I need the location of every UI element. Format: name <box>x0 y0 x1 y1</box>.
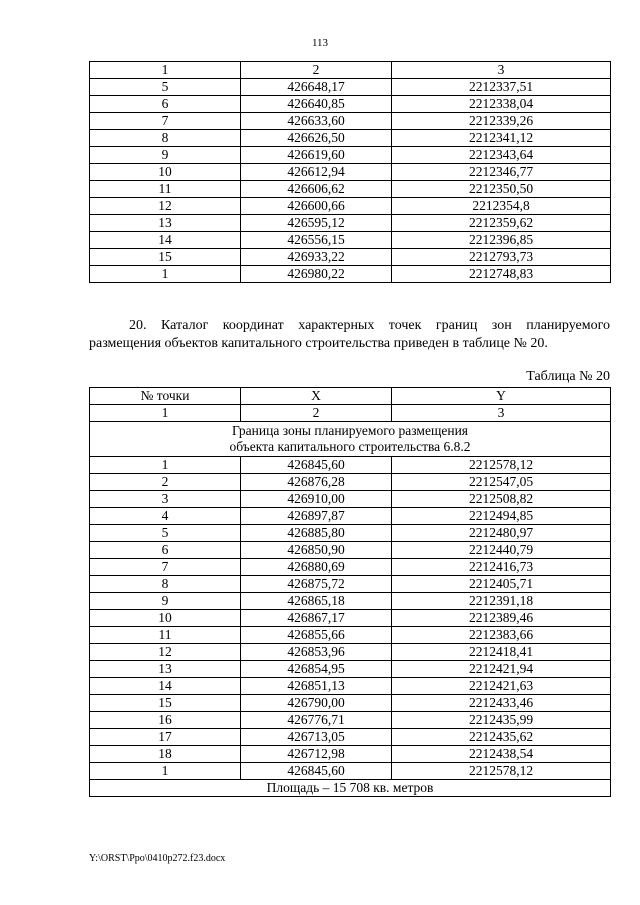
point-number-cell: 11 <box>90 627 241 644</box>
y-cell: 2212578,12 <box>392 763 611 780</box>
column-number-2: 2 <box>241 62 392 79</box>
paragraph-line-2: размещения объектов капитального строительства приведен в таблице № 20. <box>89 336 548 351</box>
column-number-3: 3 <box>392 405 611 422</box>
table-header-row <box>90 62 611 79</box>
x-cell: 426776,71 <box>241 712 392 729</box>
y-cell: 2212421,94 <box>392 661 611 678</box>
x-cell: 426790,00 <box>241 695 392 712</box>
y-cell: 2212354,8 <box>392 198 611 215</box>
y-cell: 2212435,99 <box>392 712 611 729</box>
point-number-cell: 6 <box>90 96 241 113</box>
table-row <box>90 746 611 763</box>
x-cell: 426867,17 <box>241 610 392 627</box>
y-cell: 2212793,73 <box>392 249 611 266</box>
x-cell: 426865,18 <box>241 593 392 610</box>
table-row <box>90 627 611 644</box>
column-number-3: 3 <box>392 62 611 79</box>
x-cell: 426910,00 <box>241 491 392 508</box>
x-cell: 426619,60 <box>241 147 392 164</box>
y-cell: 2212337,51 <box>392 79 611 96</box>
table-row <box>90 644 611 661</box>
table-row <box>90 96 611 113</box>
y-cell: 2212343,64 <box>392 147 611 164</box>
column-number-1: 1 <box>90 62 241 79</box>
point-number-cell: 5 <box>90 79 241 96</box>
x-cell: 426712,98 <box>241 746 392 763</box>
point-number-cell: 3 <box>90 491 241 508</box>
y-cell: 2212405,71 <box>392 576 611 593</box>
x-cell: 426851,13 <box>241 678 392 695</box>
x-cell: 426880,69 <box>241 559 392 576</box>
point-number-cell: 9 <box>90 147 241 164</box>
table-body <box>90 62 611 283</box>
y-cell: 2212338,04 <box>392 96 611 113</box>
x-cell: 426612,94 <box>241 164 392 181</box>
x-cell: 426640,85 <box>241 96 392 113</box>
y-cell: 2212396,85 <box>392 232 611 249</box>
table-row <box>90 130 611 147</box>
coordinates-table-continued <box>89 61 611 283</box>
point-number-cell: 8 <box>90 576 241 593</box>
x-cell: 426876,28 <box>241 474 392 491</box>
table-row <box>90 763 611 780</box>
x-cell: 426606,62 <box>241 181 392 198</box>
x-cell: 426626,50 <box>241 130 392 147</box>
x-cell: 426897,87 <box>241 508 392 525</box>
point-number-cell: 14 <box>90 232 241 249</box>
x-cell: 426845,60 <box>241 763 392 780</box>
table-subheader-row <box>90 405 611 422</box>
table-row <box>90 181 611 198</box>
table-row <box>90 266 611 283</box>
table-row <box>90 576 611 593</box>
header-y: Y <box>392 388 611 405</box>
y-cell: 2212350,50 <box>392 181 611 198</box>
table-row <box>90 712 611 729</box>
table-row <box>90 164 611 181</box>
table-row <box>90 232 611 249</box>
point-number-cell: 5 <box>90 525 241 542</box>
point-number-cell: 17 <box>90 729 241 746</box>
point-number-cell: 4 <box>90 508 241 525</box>
y-cell: 2212438,54 <box>392 746 611 763</box>
point-number-cell: 11 <box>90 181 241 198</box>
table-row <box>90 113 611 130</box>
coordinates-table-20 <box>89 387 611 797</box>
y-cell: 2212494,85 <box>392 508 611 525</box>
x-cell: 426600,66 <box>241 198 392 215</box>
point-number-cell: 7 <box>90 559 241 576</box>
x-cell: 426933,22 <box>241 249 392 266</box>
point-number-cell: 10 <box>90 164 241 181</box>
area-cell: Площадь – 15 708 кв. метров <box>90 780 611 797</box>
y-cell: 2212508,82 <box>392 491 611 508</box>
point-number-cell: 1 <box>90 763 241 780</box>
column-number-2: 2 <box>241 405 392 422</box>
table-row <box>90 678 611 695</box>
zone-title-line-1: Граница зоны планируемого размещения <box>231 423 469 438</box>
point-number-cell: 13 <box>90 661 241 678</box>
header-point-number: № точки <box>90 388 241 405</box>
y-cell: 2212435,62 <box>392 729 611 746</box>
point-number-cell: 8 <box>90 130 241 147</box>
table-row <box>90 215 611 232</box>
table-row <box>90 79 611 96</box>
point-number-cell: 10 <box>90 610 241 627</box>
table-row <box>90 198 611 215</box>
point-number-cell: 2 <box>90 474 241 491</box>
table-header-row <box>90 388 611 405</box>
table-row <box>90 610 611 627</box>
x-cell: 426648,17 <box>241 79 392 96</box>
table-row <box>90 508 611 525</box>
point-number-cell: 1 <box>90 457 241 474</box>
zone-title-row <box>90 422 611 457</box>
x-cell: 426854,95 <box>241 661 392 678</box>
y-cell: 2212346,77 <box>392 164 611 181</box>
paragraph-line-1: 20. Каталог координат характерных точек границ зон планируемого <box>129 318 610 333</box>
x-cell: 426845,60 <box>241 457 392 474</box>
table-row <box>90 457 611 474</box>
y-cell: 2212383,66 <box>392 627 611 644</box>
point-number-cell: 15 <box>90 249 241 266</box>
table-body <box>90 388 611 797</box>
y-cell: 2212421,63 <box>392 678 611 695</box>
x-cell: 426875,72 <box>241 576 392 593</box>
y-cell: 2212748,83 <box>392 266 611 283</box>
y-cell: 2212480,97 <box>392 525 611 542</box>
x-cell: 426633,60 <box>241 113 392 130</box>
point-number-cell: 6 <box>90 542 241 559</box>
page-number: 113 <box>311 37 329 49</box>
point-number-cell: 18 <box>90 746 241 763</box>
x-cell: 426595,12 <box>241 215 392 232</box>
x-cell: 426556,15 <box>241 232 392 249</box>
y-cell: 2212418,41 <box>392 644 611 661</box>
table-row <box>90 525 611 542</box>
point-number-cell: 14 <box>90 678 241 695</box>
table-row <box>90 559 611 576</box>
x-cell: 426853,96 <box>241 644 392 661</box>
point-number-cell: 16 <box>90 712 241 729</box>
x-cell: 426885,80 <box>241 525 392 542</box>
y-cell: 2212416,73 <box>392 559 611 576</box>
table-row <box>90 249 611 266</box>
point-number-cell: 15 <box>90 695 241 712</box>
x-cell: 426850,90 <box>241 542 392 559</box>
paragraph-20 <box>89 317 610 353</box>
x-cell: 426980,22 <box>241 266 392 283</box>
y-cell: 2212339,26 <box>392 113 611 130</box>
y-cell: 2212391,18 <box>392 593 611 610</box>
zone-title-line-2: объекта капитального строительства 6.8.2 <box>229 439 471 454</box>
header-x: X <box>241 388 392 405</box>
table-row <box>90 474 611 491</box>
area-row <box>90 780 611 797</box>
point-number-cell: 12 <box>90 644 241 661</box>
x-cell: 426713,05 <box>241 729 392 746</box>
point-number-cell: 1 <box>90 266 241 283</box>
y-cell: 2212578,12 <box>392 457 611 474</box>
point-number-cell: 9 <box>90 593 241 610</box>
table-row <box>90 695 611 712</box>
column-number-1: 1 <box>90 405 241 422</box>
x-cell: 426855,66 <box>241 627 392 644</box>
y-cell: 2212433,46 <box>392 695 611 712</box>
y-cell: 2212547,05 <box>392 474 611 491</box>
y-cell: 2212389,46 <box>392 610 611 627</box>
point-number-cell: 13 <box>90 215 241 232</box>
y-cell: 2212359,62 <box>392 215 611 232</box>
y-cell: 2212440,79 <box>392 542 611 559</box>
table-row <box>90 147 611 164</box>
table-row <box>90 491 611 508</box>
y-cell: 2212341,12 <box>392 130 611 147</box>
table-row <box>90 661 611 678</box>
table-row <box>90 593 611 610</box>
file-path-footer: Y:\ORST\Ppo\0410p272.f23.docx <box>89 853 226 864</box>
table-row <box>90 729 611 746</box>
zone-title <box>90 422 611 457</box>
point-number-cell: 12 <box>90 198 241 215</box>
point-number-cell: 7 <box>90 113 241 130</box>
table-caption: Таблица № 20 <box>526 369 610 384</box>
table-row <box>90 542 611 559</box>
